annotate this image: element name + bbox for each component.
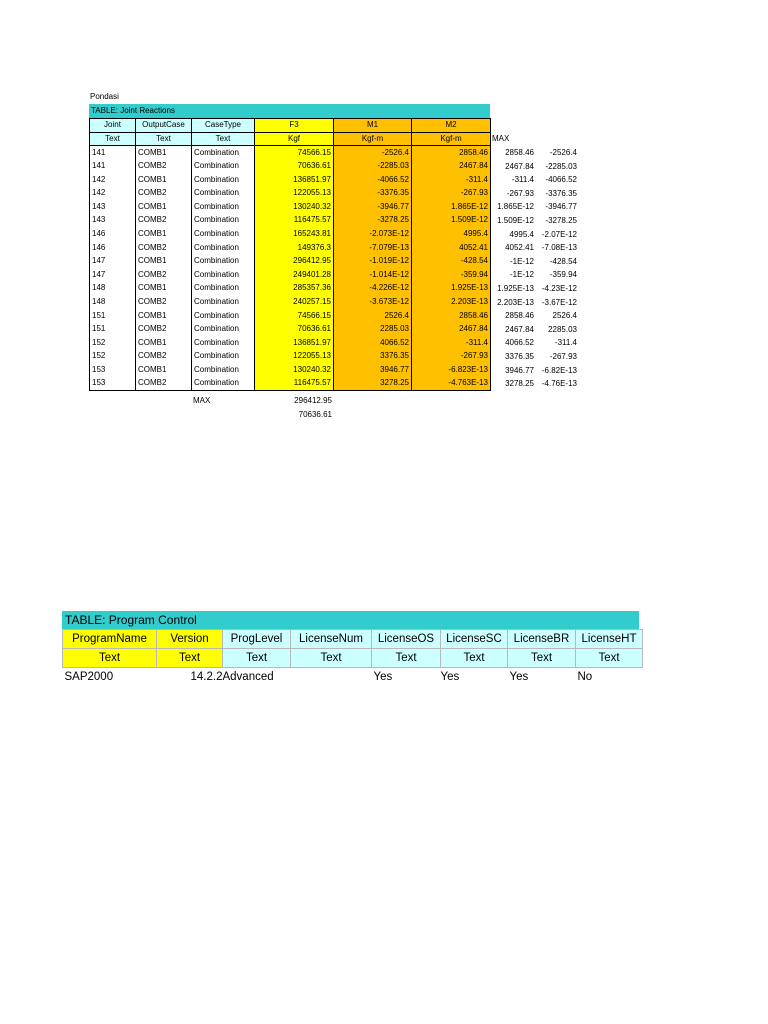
side-value-a: 2467.84 <box>505 324 534 334</box>
cell-joint: 143 <box>90 214 136 228</box>
side-value-row <box>491 350 577 364</box>
value-proglevel: Advanced <box>222 671 274 684</box>
cell-m2: 4052.41 <box>412 241 491 255</box>
value-licenseos: Yes <box>373 671 393 684</box>
column-header-licenseht: LicenseHT <box>575 630 642 649</box>
cell-casetype: Combination <box>192 200 255 214</box>
cell-m1: -7.079E-13 <box>334 241 412 255</box>
side-value-b: -267.93 <box>549 351 577 361</box>
value-licensebr: Yes <box>509 671 529 684</box>
table-row <box>90 295 491 309</box>
cell-joint: 153 <box>90 377 136 391</box>
side-value-a: 2858.46 <box>505 148 534 157</box>
cell-m2: 2858.46 <box>412 146 491 160</box>
cell-f3: 116475.57 <box>255 214 334 228</box>
cell-outputcase: COMB2 <box>136 186 192 200</box>
cell-joint: 142 <box>90 186 136 200</box>
joint-reactions-table-title: TABLE: Joint Reactions <box>89 104 490 118</box>
cell-m1: 3946.77 <box>334 363 412 377</box>
cell-joint: 147 <box>90 254 136 268</box>
column-header-licensesc: LicenseSC <box>440 630 507 649</box>
cell-casetype: Combination <box>192 363 255 377</box>
cell-joint: 148 <box>90 282 136 296</box>
column-header-outputcase: OutputCase <box>136 119 192 133</box>
side-value-a: 4066.52 <box>505 338 534 348</box>
side-value-b: -2.07E-12 <box>541 229 577 239</box>
table-row <box>90 350 491 364</box>
column-header-m2: M2 <box>412 119 491 133</box>
unit-licensenum: Text <box>290 649 371 668</box>
unit-outputcase: Text <box>136 132 192 146</box>
column-header-programname: ProgramName <box>63 630 157 649</box>
table-row <box>90 173 491 187</box>
cell-m1: -2285.03 <box>334 159 412 173</box>
table-row <box>90 214 491 228</box>
side-value-b: -3946.77 <box>545 202 577 212</box>
cell-joint: 151 <box>90 309 136 323</box>
cell-casetype: Combination <box>192 336 255 350</box>
table-row <box>90 322 491 336</box>
side-value-a: -311.4 <box>511 175 534 185</box>
table-row <box>90 159 491 173</box>
table-row <box>90 282 491 296</box>
bottom-max-label: MAX <box>193 396 211 405</box>
unit-version: Text <box>157 649 223 668</box>
cell-joint: 142 <box>90 173 136 187</box>
cell-casetype: Combination <box>192 295 255 309</box>
cell-outputcase: COMB2 <box>136 241 192 255</box>
cell-m1: -4.226E-12 <box>334 282 412 296</box>
side-value-row <box>491 282 577 296</box>
side-value-row <box>491 187 577 201</box>
table-row <box>90 227 491 241</box>
side-value-b: -3.67E-12 <box>541 297 577 307</box>
cell-f3: 136851.97 <box>255 173 334 187</box>
cell-f3: 285357.36 <box>255 282 334 296</box>
cell-m1: 2285.03 <box>334 322 412 336</box>
unit-m2: Kgf-m <box>412 132 491 146</box>
side-value-a: 1.865E-12 <box>497 202 534 212</box>
side-value-b: 2526.4 <box>552 311 577 321</box>
cell-f3: 130240.32 <box>255 200 334 214</box>
cell-f3: 116475.57 <box>255 377 334 391</box>
cell-casetype: Combination <box>192 146 255 160</box>
side-value-row <box>491 364 577 378</box>
side-value-a: 1.925E-13 <box>497 283 534 293</box>
cell-outputcase: COMB1 <box>136 282 192 296</box>
side-value-row <box>491 255 577 269</box>
cell-f3: 74566.15 <box>255 309 334 323</box>
column-header-casetype: CaseType <box>192 119 255 133</box>
cell-m2: 2.203E-13 <box>412 295 491 309</box>
side-value-a: 2.203E-13 <box>497 297 534 307</box>
value-licenseht: No <box>577 671 593 684</box>
table-row <box>90 186 491 200</box>
cell-f3: 70636.61 <box>255 159 334 173</box>
cell-m2: 1.509E-12 <box>412 214 491 228</box>
cell-m2: -4.763E-13 <box>412 377 491 391</box>
column-header-joint: Joint <box>90 119 136 133</box>
side-value-b: -4.23E-12 <box>541 283 577 293</box>
cell-outputcase: COMB2 <box>136 322 192 336</box>
side-value-a: 1.509E-12 <box>497 215 534 225</box>
side-value-a: -1E-12 <box>509 256 534 266</box>
side-value-row <box>491 160 577 174</box>
cell-casetype: Combination <box>192 227 255 241</box>
cell-m1: -1.019E-12 <box>334 254 412 268</box>
cell-casetype: Combination <box>192 309 255 323</box>
cell-casetype: Combination <box>192 282 255 296</box>
side-value-a: -267.93 <box>506 188 534 198</box>
cell-casetype: Combination <box>192 173 255 187</box>
cell-m2: -428.54 <box>412 254 491 268</box>
unit-licensesc: Text <box>440 649 507 668</box>
table-row <box>90 377 491 391</box>
cell-joint: 148 <box>90 295 136 309</box>
column-header-m1: M1 <box>334 119 412 133</box>
cell-m2: -359.94 <box>412 268 491 282</box>
cell-m2: 2467.84 <box>412 322 491 336</box>
cell-outputcase: COMB2 <box>136 159 192 173</box>
cell-f3: 149376.3 <box>255 241 334 255</box>
cell-outputcase: COMB2 <box>136 350 192 364</box>
side-value-a: -1E-12 <box>509 270 534 280</box>
joint-reactions-table <box>89 118 491 391</box>
side-value-row <box>491 296 577 310</box>
cell-f3: 136851.97 <box>255 336 334 350</box>
cell-joint: 151 <box>90 322 136 336</box>
table-row <box>90 146 491 160</box>
bottom-max-value: 296412.95 <box>294 396 332 405</box>
cell-joint: 143 <box>90 200 136 214</box>
side-value-row <box>491 146 577 160</box>
cell-m2: -311.4 <box>412 173 491 187</box>
cell-m2: 1.865E-12 <box>412 200 491 214</box>
cell-f3: 70636.61 <box>255 322 334 336</box>
cell-f3: 74566.15 <box>255 146 334 160</box>
side-value-row <box>491 200 577 214</box>
cell-outputcase: COMB2 <box>136 295 192 309</box>
cell-joint: 146 <box>90 241 136 255</box>
side-value-a: 3946.77 <box>505 365 534 375</box>
cell-casetype: Combination <box>192 322 255 336</box>
cell-casetype: Combination <box>192 159 255 173</box>
unit-programname: Text <box>63 649 157 668</box>
cell-m1: 3278.25 <box>334 377 412 391</box>
column-header-proglevel: ProgLevel <box>222 630 290 649</box>
joint-reactions-section <box>0 0 768 430</box>
cell-outputcase: COMB2 <box>136 377 192 391</box>
side-value-a: 3376.35 <box>505 351 534 361</box>
units-row <box>63 649 643 668</box>
cell-f3: 165243.81 <box>255 227 334 241</box>
side-value-row <box>491 323 577 337</box>
side-value-b: -4066.52 <box>545 175 577 185</box>
side-value-b: -2285.03 <box>545 161 577 171</box>
bottom-second-value: 70636.61 <box>298 410 332 419</box>
cell-m2: -267.93 <box>412 350 491 364</box>
side-value-a: 4995.4 <box>509 229 534 239</box>
cell-casetype: Combination <box>192 377 255 391</box>
cell-joint: 152 <box>90 336 136 350</box>
cell-m1: -4066.52 <box>334 173 412 187</box>
cell-m2: 2467.84 <box>412 159 491 173</box>
side-value-b: -359.94 <box>549 270 577 280</box>
column-header-licensenum: LicenseNum <box>290 630 371 649</box>
unit-m1: Kgf-m <box>334 132 412 146</box>
cell-outputcase: COMB1 <box>136 363 192 377</box>
cell-joint: 152 <box>90 350 136 364</box>
side-value-row <box>491 377 577 391</box>
unit-licenseht: Text <box>575 649 642 668</box>
side-max-label: MAX <box>492 134 510 143</box>
cell-casetype: Combination <box>192 254 255 268</box>
table-row <box>90 363 491 377</box>
cell-casetype: Combination <box>192 241 255 255</box>
side-value-b: -7.08E-13 <box>541 243 577 253</box>
side-value-row <box>491 268 577 282</box>
cell-outputcase: COMB1 <box>136 309 192 323</box>
program-control-table-title: TABLE: Program Control <box>62 611 639 630</box>
cell-f3: 122055.13 <box>255 350 334 364</box>
side-value-b: -6.82E-13 <box>541 365 577 375</box>
unit-licenseos: Text <box>371 649 440 668</box>
side-value-row <box>491 336 577 350</box>
cell-outputcase: COMB2 <box>136 268 192 282</box>
cell-f3: 130240.32 <box>255 363 334 377</box>
cell-casetype: Combination <box>192 350 255 364</box>
cell-outputcase: COMB1 <box>136 146 192 160</box>
cell-joint: 147 <box>90 268 136 282</box>
side-value-row <box>491 228 577 242</box>
cell-f3: 296412.95 <box>255 254 334 268</box>
units-row <box>90 132 491 146</box>
side-value-a: 3278.25 <box>505 379 534 389</box>
cell-m1: -3.673E-12 <box>334 295 412 309</box>
side-value-b: -3376.35 <box>545 188 577 198</box>
sheet-title: Pondasi <box>90 92 119 101</box>
cell-joint: 146 <box>90 227 136 241</box>
column-header-f3: F3 <box>255 119 334 133</box>
cell-m1: -2526.4 <box>334 146 412 160</box>
value-licensesc: Yes <box>440 671 460 684</box>
cell-casetype: Combination <box>192 186 255 200</box>
cell-m1: -3278.25 <box>334 214 412 228</box>
cell-outputcase: COMB1 <box>136 254 192 268</box>
value-version: 14.2.2 <box>190 671 223 684</box>
cell-outputcase: COMB2 <box>136 214 192 228</box>
cell-m1: -3376.35 <box>334 186 412 200</box>
side-value-row <box>491 173 577 187</box>
side-value-a: 2858.46 <box>505 311 534 321</box>
program-control-table <box>62 629 643 687</box>
column-header-version: Version <box>157 630 223 649</box>
cell-casetype: Combination <box>192 214 255 228</box>
cell-m2: 2858.46 <box>412 309 491 323</box>
header-row <box>63 630 643 649</box>
side-value-b: -3278.25 <box>545 215 577 225</box>
column-header-licenseos: LicenseOS <box>371 630 440 649</box>
unit-proglevel: Text <box>222 649 290 668</box>
table-row <box>90 200 491 214</box>
cell-joint: 153 <box>90 363 136 377</box>
cell-m1: 3376.35 <box>334 350 412 364</box>
side-value-row <box>491 241 577 255</box>
cell-m2: -267.93 <box>412 186 491 200</box>
cell-f3: 122055.13 <box>255 186 334 200</box>
cell-casetype: Combination <box>192 268 255 282</box>
side-value-b: -4.76E-13 <box>541 379 577 389</box>
side-value-b: 2285.03 <box>548 324 577 334</box>
cell-m1: -3946.77 <box>334 200 412 214</box>
cell-m1: 4066.52 <box>334 336 412 350</box>
side-value-b: -311.4 <box>554 338 577 348</box>
side-value-a: 4052.41 <box>505 243 534 253</box>
cell-m1: -1.014E-12 <box>334 268 412 282</box>
cell-m2: 4995.4 <box>412 227 491 241</box>
cell-m1: 2526.4 <box>334 309 412 323</box>
unit-licensebr: Text <box>507 649 575 668</box>
value-row <box>63 668 643 687</box>
side-value-b: -2526.4 <box>549 148 577 157</box>
cell-f3: 249401.28 <box>255 268 334 282</box>
table-row <box>90 268 491 282</box>
table-row <box>90 336 491 350</box>
unit-joint: Text <box>90 132 136 146</box>
cell-joint: 141 <box>90 159 136 173</box>
value-licensenum <box>290 668 371 687</box>
cell-m2: -6.823E-13 <box>412 363 491 377</box>
cell-m2: -311.4 <box>412 336 491 350</box>
table-row <box>90 254 491 268</box>
side-value-row <box>491 309 577 323</box>
cell-f3: 240257.15 <box>255 295 334 309</box>
cell-outputcase: COMB1 <box>136 200 192 214</box>
table-row <box>90 309 491 323</box>
table-row <box>90 241 491 255</box>
value-programname: SAP2000 <box>64 671 114 684</box>
cell-m2: 1.925E-13 <box>412 282 491 296</box>
cell-outputcase: COMB1 <box>136 336 192 350</box>
side-value-row <box>491 214 577 228</box>
unit-casetype: Text <box>192 132 255 146</box>
side-value-a: 2467.84 <box>505 161 534 171</box>
cell-outputcase: COMB1 <box>136 227 192 241</box>
column-header-licensebr: LicenseBR <box>507 630 575 649</box>
side-value-b: -428.54 <box>549 256 577 266</box>
header-row <box>90 119 491 133</box>
side-values-column <box>491 146 577 391</box>
unit-f3: Kgf <box>255 132 334 146</box>
cell-m1: -2.073E-12 <box>334 227 412 241</box>
cell-joint: 141 <box>90 146 136 160</box>
cell-outputcase: COMB1 <box>136 173 192 187</box>
